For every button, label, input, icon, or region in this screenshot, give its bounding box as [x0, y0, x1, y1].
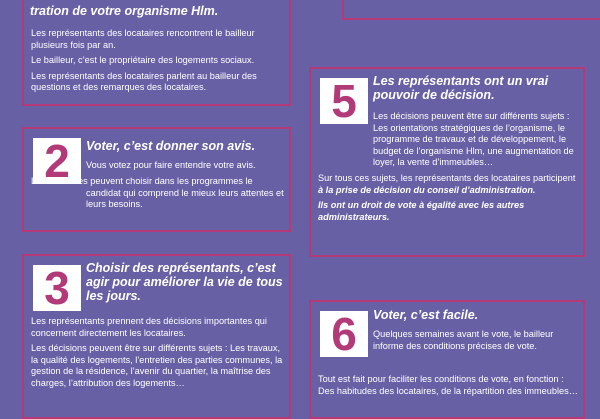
- card-5-paragraph-2-emphasis: à la prise de décision du conseil d’administration.: [318, 184, 536, 195]
- card-2-title: Voter, c’est donner son avis.: [86, 139, 256, 153]
- card-6-paragraph: Quelques semaines avant le vote, le bailleur informe des conditions précises de vote.: [373, 329, 554, 351]
- card-3-title: Choisir des représentants, c’est agir pour améliorer la vie de tous les jours.: [86, 261, 283, 303]
- card-3: [22, 254, 291, 419]
- card-2-body: [86, 160, 286, 176]
- card-1-title: tration de votre organisme Hlm.: [30, 4, 219, 18]
- card-5-title: Les représentants ont un vrai pouvoir de décision.: [373, 74, 549, 102]
- card-3-paragraph: Les décisions peuvent être sur différents sujets : Les travaux, la qualité des logements, l’entretien des parties communes, la gestion de la résidence, l’avenir du quartier, la maîtrise des charges, l’attribution des logements…: [31, 343, 283, 388]
- card-6-title: Voter, c’est facile.: [373, 308, 479, 322]
- card-5-paragraph-2: [318, 173, 580, 196]
- card-6-paragraph: Tout est fait pour faciliter les conditions de vote, en fonction : Des habitudes des locataires, de la répartition des immeubles…: [318, 374, 578, 396]
- card-1-paragraph: Les représentants des locataires parlent au bailleur des questions et des remarques des locataires.: [31, 70, 257, 93]
- card-5-paragraph-3: Ils ont un droit de vote à égalité avec les autres administrateurs.: [318, 200, 525, 222]
- card-5-paragraph-2-text: Sur tous ces sujets, les représentants des locataires participent: [318, 172, 576, 183]
- card-6-body-wide: [318, 374, 580, 401]
- top-right-card-edge: [342, 0, 600, 20]
- card-3-paragraph: Les représentants prennent des décisions importantes qui concernent directement les locataires.: [31, 316, 267, 338]
- card-2-paragraph: Les locataires peuvent choisir dans les programmes le candidat qui comprend le mieux leurs attentes et leurs besoins.: [31, 176, 284, 210]
- card-6-body: [373, 329, 578, 356]
- card-2: [22, 127, 291, 232]
- card-3-number: 3: [33, 265, 81, 311]
- card-5-paragraph: Les décisions peuvent être sur différents sujets : Les orientations stratégiques de l’organisme, le programme de travaux et de développement, le budget de l’organisme Hlm, une augmentation de loyer, la vente d’immeubles…: [373, 111, 574, 168]
- card-5: [309, 67, 585, 257]
- card-2-number: 2: [33, 138, 81, 184]
- card-5-body: [318, 111, 580, 227]
- card-1: [22, 0, 291, 106]
- card-2-body-wide: [31, 176, 286, 215]
- card-1-paragraph: Le bailleur, c’est le propriétaire des logements sociaux.: [31, 55, 255, 66]
- card-1-paragraph: Les représentants des locataires rencontrent le bailleur plusieurs fois par an.: [31, 28, 255, 50]
- card-3-body: [31, 316, 286, 394]
- card-6: [309, 300, 585, 419]
- card-2-paragraph: Vous votez pour faire entendre votre avis.: [86, 160, 256, 170]
- card-6-number: 6: [320, 311, 368, 357]
- card-1-body: [31, 28, 281, 98]
- card-5-number: 5: [320, 78, 368, 124]
